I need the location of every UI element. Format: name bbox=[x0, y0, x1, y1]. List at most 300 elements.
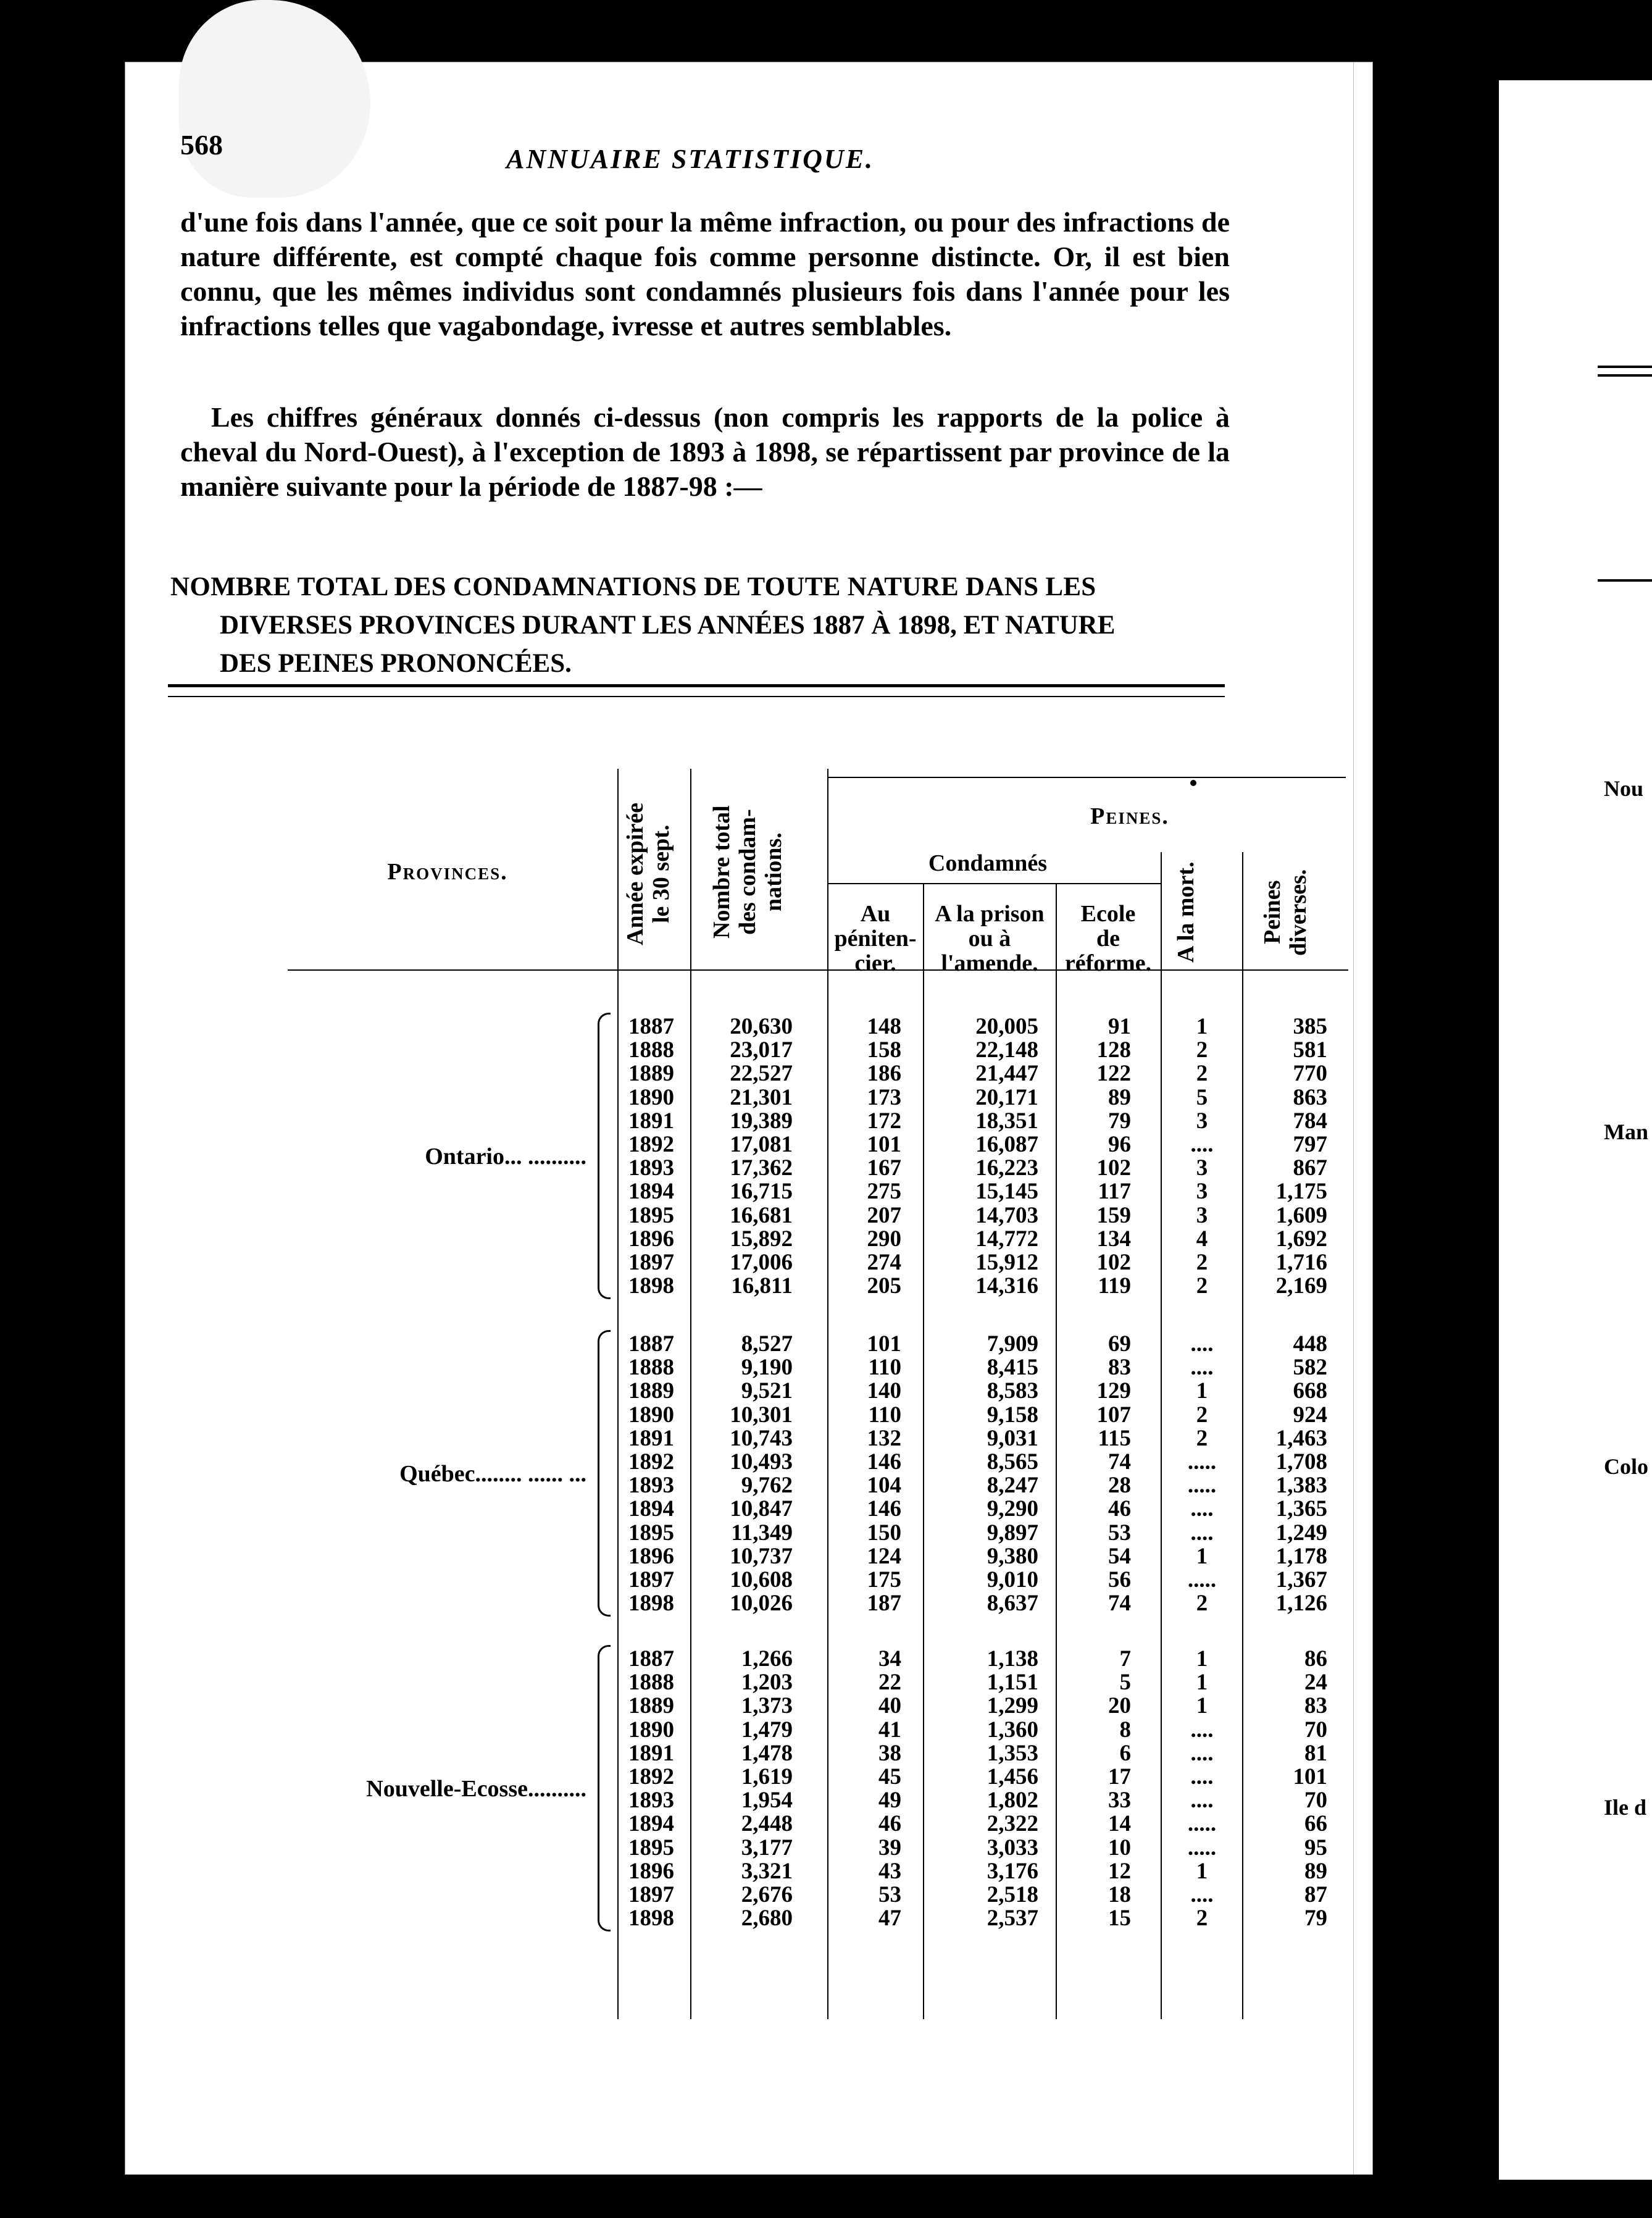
province-name: Ontario bbox=[425, 1144, 504, 1170]
prison-cell: 16,087 bbox=[975, 1131, 1038, 1157]
ecole-cell: 10 bbox=[1108, 1835, 1131, 1860]
total-cell: 10,743 bbox=[730, 1425, 793, 1451]
mort-column bbox=[1163, 1647, 1241, 1930]
prison-cell: 1,360 bbox=[987, 1717, 1038, 1743]
diverses-column bbox=[1245, 1015, 1327, 1298]
prison-header: A la prison ou à l'amende. bbox=[935, 901, 1045, 976]
year-cell: 1895 bbox=[628, 1520, 674, 1546]
year-cell: 1890 bbox=[628, 1084, 674, 1110]
ecole-cell: 74 bbox=[1108, 1449, 1131, 1475]
caption-line: NOMBRE TOTAL DES CONDAMNATIONS DE TOUTE NATURE DANS LES bbox=[170, 572, 1096, 601]
mort-column bbox=[1163, 1015, 1241, 1298]
mort-cell: 1 bbox=[1196, 1014, 1208, 1039]
penitencier-cell: 172 bbox=[867, 1108, 901, 1134]
diverses-cell: 66 bbox=[1304, 1811, 1327, 1837]
dot-leader: ........ ...... ... bbox=[475, 1461, 586, 1488]
provinces-header: Provinces. bbox=[387, 859, 508, 885]
prison-cell: 20,005 bbox=[975, 1014, 1038, 1039]
prison-cell: 21,447 bbox=[975, 1061, 1038, 1087]
province-brace bbox=[598, 1013, 611, 1299]
caption-line: DES PEINES PRONONCÉES. bbox=[220, 649, 572, 678]
prison-cell: 9,290 bbox=[987, 1496, 1038, 1522]
ecole-cell: 20 bbox=[1108, 1693, 1131, 1719]
penitencier-cell: 175 bbox=[867, 1567, 901, 1592]
adjacent-label: Man bbox=[1604, 1119, 1648, 1144]
prison-cell: 14,316 bbox=[975, 1273, 1038, 1299]
total-cell: 10,026 bbox=[730, 1591, 793, 1617]
adjacent-rule bbox=[1598, 579, 1652, 582]
diverses-cell: 1,383 bbox=[1275, 1473, 1327, 1499]
diverses-cell: 385 bbox=[1293, 1014, 1327, 1039]
diverses-column bbox=[1245, 1333, 1327, 1615]
total-cell: 2,676 bbox=[741, 1881, 793, 1907]
mort-cell: 1 bbox=[1196, 1693, 1208, 1719]
penitencier-cell: 150 bbox=[867, 1520, 901, 1546]
province-name: Nouvelle-Ecosse bbox=[366, 1776, 528, 1802]
mort-cell: .... bbox=[1190, 1496, 1214, 1522]
mort-cell: ..... bbox=[1187, 1473, 1217, 1499]
total-cell: 20,630 bbox=[730, 1014, 793, 1039]
year-cell: 1891 bbox=[628, 1425, 674, 1451]
year-cell: 1893 bbox=[628, 1473, 674, 1499]
ecole-cell: 12 bbox=[1108, 1858, 1131, 1884]
diverses-cell: 1,463 bbox=[1275, 1425, 1327, 1451]
total-cell: 23,017 bbox=[730, 1037, 793, 1063]
total-cell: 1,954 bbox=[741, 1788, 793, 1814]
diverses-header: Peines diverses. bbox=[1259, 869, 1311, 956]
mort-cell: 2 bbox=[1196, 1591, 1208, 1617]
prison-cell: 15,912 bbox=[975, 1249, 1038, 1275]
year-cell: 1888 bbox=[628, 1037, 674, 1063]
diverses-cell: 1,367 bbox=[1275, 1567, 1327, 1592]
total-header: Nombre total des condam- nations. bbox=[709, 805, 786, 939]
body-paragraph: d'une fois dans l'année, que ce soit pour la même infraction, ou pour des infractions de nature différente, est compté chaque fois comme personne distincte. Or, il est bien connu, que les mêmes individus sont condamnés plusieurs fois dans l'année pour les infractions telles que vagabondage, ivresse et autres semblables. bbox=[180, 206, 1230, 341]
penitencier-cell: 186 bbox=[867, 1061, 901, 1087]
province-label bbox=[399, 1460, 586, 1488]
year-header: Année expirée le 30 sept. bbox=[622, 802, 674, 945]
header-rule bbox=[827, 777, 1346, 778]
prison-column bbox=[926, 1647, 1038, 1930]
prison-cell: 20,171 bbox=[975, 1084, 1038, 1110]
diverses-cell: 83 bbox=[1304, 1693, 1327, 1719]
ecole-cell: 69 bbox=[1108, 1331, 1131, 1357]
mort-cell: .... bbox=[1190, 1331, 1214, 1357]
mort-cell: .... bbox=[1190, 1131, 1214, 1157]
prison-cell: 1,802 bbox=[987, 1788, 1038, 1814]
year-cell: 1896 bbox=[628, 1858, 674, 1884]
mort-cell: .... bbox=[1190, 1520, 1214, 1546]
mort-cell: .... bbox=[1190, 1881, 1214, 1907]
penitencier-header: Au péniten- cier. bbox=[834, 901, 917, 976]
year-cell: 1890 bbox=[628, 1402, 674, 1428]
province-label bbox=[425, 1143, 586, 1170]
year-cell: 1891 bbox=[628, 1740, 674, 1766]
penitencier-cell: 132 bbox=[867, 1425, 901, 1451]
prison-cell: 14,772 bbox=[975, 1226, 1038, 1252]
year-cell: 1888 bbox=[628, 1670, 674, 1696]
mort-cell: .... bbox=[1190, 1788, 1214, 1814]
total-cell: 1,478 bbox=[741, 1740, 793, 1766]
diverses-cell: 70 bbox=[1304, 1788, 1327, 1814]
year-cell: 1889 bbox=[628, 1061, 674, 1087]
total-cell: 16,681 bbox=[730, 1202, 793, 1228]
mort-cell: 2 bbox=[1196, 1425, 1208, 1451]
mort-cell: 3 bbox=[1196, 1202, 1208, 1228]
diverses-cell: 1,249 bbox=[1275, 1520, 1327, 1546]
total-cell: 1,203 bbox=[741, 1670, 793, 1696]
year-column bbox=[620, 1015, 682, 1298]
year-cell: 1893 bbox=[628, 1155, 674, 1181]
mort-cell: 3 bbox=[1196, 1179, 1208, 1205]
mort-cell: .... bbox=[1190, 1717, 1214, 1743]
ecole-cell: 91 bbox=[1108, 1014, 1131, 1039]
total-cell: 15,892 bbox=[730, 1226, 793, 1252]
year-cell: 1888 bbox=[628, 1355, 674, 1381]
diverses-cell: 784 bbox=[1293, 1108, 1327, 1134]
mort-cell: 5 bbox=[1196, 1084, 1208, 1110]
prison-cell: 8,637 bbox=[987, 1591, 1038, 1617]
total-cell: 3,177 bbox=[741, 1835, 793, 1860]
year-cell: 1887 bbox=[628, 1646, 674, 1672]
diverses-cell: 924 bbox=[1293, 1402, 1327, 1428]
ecole-cell: 8 bbox=[1119, 1717, 1131, 1743]
table-caption bbox=[170, 568, 1238, 683]
total-cell: 17,006 bbox=[730, 1249, 793, 1275]
ink-speck bbox=[1190, 780, 1196, 786]
ecole-cell: 5 bbox=[1119, 1670, 1131, 1696]
ecole-cell: 102 bbox=[1096, 1249, 1131, 1275]
diverses-cell: 448 bbox=[1293, 1331, 1327, 1357]
total-cell: 8,527 bbox=[741, 1331, 793, 1357]
adjacent-rule bbox=[1598, 366, 1652, 368]
prison-cell: 9,380 bbox=[987, 1543, 1038, 1569]
diverses-cell: 1,178 bbox=[1275, 1543, 1327, 1569]
ecole-cell: 83 bbox=[1108, 1355, 1131, 1381]
year-cell: 1891 bbox=[628, 1108, 674, 1134]
penitencier-cell: 101 bbox=[867, 1331, 901, 1357]
prison-cell: 1,353 bbox=[987, 1740, 1038, 1766]
penitencier-column bbox=[830, 1015, 901, 1298]
year-cell: 1897 bbox=[628, 1881, 674, 1907]
penitencier-cell: 146 bbox=[867, 1449, 901, 1475]
total-cell: 2,448 bbox=[741, 1811, 793, 1837]
mort-cell: 4 bbox=[1196, 1226, 1208, 1252]
header-rule bbox=[827, 883, 1161, 884]
ecole-cell: 14 bbox=[1108, 1811, 1131, 1837]
penitencier-cell: 207 bbox=[867, 1202, 901, 1228]
diverses-cell: 70 bbox=[1304, 1717, 1327, 1743]
year-column bbox=[620, 1647, 682, 1930]
year-cell: 1892 bbox=[628, 1764, 674, 1789]
total-column bbox=[693, 1647, 793, 1930]
total-cell: 22,527 bbox=[730, 1061, 793, 1087]
mort-cell: ..... bbox=[1187, 1835, 1217, 1860]
prison-cell: 2,537 bbox=[987, 1906, 1038, 1931]
total-cell: 16,715 bbox=[730, 1179, 793, 1205]
diverses-cell: 86 bbox=[1304, 1646, 1327, 1672]
penitencier-cell: 22 bbox=[878, 1670, 901, 1696]
mort-cell: ..... bbox=[1187, 1811, 1217, 1837]
total-cell: 1,619 bbox=[741, 1764, 793, 1789]
adjacent-rule bbox=[1598, 374, 1652, 377]
diverses-cell: 668 bbox=[1293, 1378, 1327, 1404]
province-label bbox=[366, 1775, 586, 1802]
penitencier-column bbox=[830, 1333, 901, 1615]
penitencier-cell: 146 bbox=[867, 1496, 901, 1522]
year-cell: 1892 bbox=[628, 1131, 674, 1157]
page-stain bbox=[179, 0, 370, 198]
province-name: Québec bbox=[399, 1461, 475, 1488]
column-rule bbox=[617, 769, 619, 2019]
total-column bbox=[693, 1015, 793, 1298]
prison-cell: 1,299 bbox=[987, 1693, 1038, 1719]
penitencier-cell: 45 bbox=[878, 1764, 901, 1789]
year-cell: 1896 bbox=[628, 1543, 674, 1569]
page-number: 568 bbox=[180, 129, 223, 161]
prison-cell: 2,518 bbox=[987, 1881, 1038, 1907]
total-cell: 10,737 bbox=[730, 1543, 793, 1569]
year-cell: 1897 bbox=[628, 1567, 674, 1592]
ecole-cell: 128 bbox=[1096, 1037, 1131, 1063]
penitencier-cell: 110 bbox=[868, 1355, 901, 1381]
column-rule bbox=[923, 884, 924, 2019]
total-cell: 10,301 bbox=[730, 1402, 793, 1428]
adjacent-label: Nou bbox=[1604, 776, 1644, 801]
penitencier-cell: 46 bbox=[878, 1811, 901, 1837]
diverses-cell: 797 bbox=[1293, 1131, 1327, 1157]
mort-cell: 3 bbox=[1196, 1108, 1208, 1134]
ecole-cell: 54 bbox=[1108, 1543, 1131, 1569]
year-cell: 1887 bbox=[628, 1331, 674, 1357]
penitencier-cell: 274 bbox=[867, 1249, 901, 1275]
mort-cell: .... bbox=[1190, 1740, 1214, 1766]
total-cell: 17,081 bbox=[730, 1131, 793, 1157]
mort-cell: 2 bbox=[1196, 1273, 1208, 1299]
year-cell: 1894 bbox=[628, 1496, 674, 1522]
total-cell: 17,362 bbox=[730, 1155, 793, 1181]
ecole-cell: 134 bbox=[1096, 1226, 1131, 1252]
diverses-cell: 95 bbox=[1304, 1835, 1327, 1860]
ecole-cell: 46 bbox=[1108, 1496, 1131, 1522]
prison-cell: 8,415 bbox=[987, 1355, 1038, 1381]
diverses-cell: 87 bbox=[1304, 1881, 1327, 1907]
mort-cell: 2 bbox=[1196, 1402, 1208, 1428]
ecole-cell: 107 bbox=[1096, 1402, 1131, 1428]
year-cell: 1895 bbox=[628, 1202, 674, 1228]
ecole-cell: 17 bbox=[1108, 1764, 1131, 1789]
year-cell: 1889 bbox=[628, 1378, 674, 1404]
running-title: ANNUAIRE STATISTIQUE. bbox=[506, 144, 875, 174]
total-cell: 1,373 bbox=[741, 1693, 793, 1719]
ecole-cell: 53 bbox=[1108, 1520, 1131, 1546]
mort-cell: 1 bbox=[1196, 1378, 1208, 1404]
dot-leader: ... .......... bbox=[504, 1144, 586, 1170]
diverses-cell: 89 bbox=[1304, 1858, 1327, 1884]
penitencier-cell: 101 bbox=[867, 1131, 901, 1157]
province-brace bbox=[598, 1330, 611, 1617]
total-cell: 1,479 bbox=[741, 1717, 793, 1743]
prison-cell: 1,138 bbox=[987, 1646, 1038, 1672]
penitencier-cell: 53 bbox=[878, 1881, 901, 1907]
year-column bbox=[620, 1333, 682, 1615]
ecole-column bbox=[1058, 1333, 1131, 1615]
ecole-cell: 74 bbox=[1108, 1591, 1131, 1617]
ecole-cell: 15 bbox=[1108, 1906, 1131, 1931]
year-cell: 1890 bbox=[628, 1717, 674, 1743]
total-cell: 21,301 bbox=[730, 1084, 793, 1110]
ecole-header: Ecole de réforme. bbox=[1064, 901, 1152, 976]
ecole-cell: 79 bbox=[1108, 1108, 1131, 1134]
mort-cell: ..... bbox=[1187, 1567, 1217, 1592]
penitencier-cell: 34 bbox=[878, 1646, 901, 1672]
year-cell: 1894 bbox=[628, 1179, 674, 1205]
total-cell: 1,266 bbox=[741, 1646, 793, 1672]
diverses-cell: 1,126 bbox=[1275, 1591, 1327, 1617]
prison-column bbox=[926, 1015, 1038, 1298]
prison-cell: 3,176 bbox=[987, 1858, 1038, 1884]
diverses-cell: 1,716 bbox=[1275, 1249, 1327, 1275]
prison-cell: 2,322 bbox=[987, 1811, 1038, 1837]
ecole-cell: 119 bbox=[1098, 1273, 1131, 1299]
mort-cell: .... bbox=[1190, 1355, 1214, 1381]
penitencier-cell: 104 bbox=[867, 1473, 901, 1499]
dot-leader: .......... bbox=[528, 1776, 586, 1802]
diverses-cell: 582 bbox=[1293, 1355, 1327, 1381]
caption-line: DIVERSES PROVINCES DURANT LES ANNÉES 1887 À 1898, ET NATURE bbox=[220, 611, 1116, 640]
penitencier-cell: 173 bbox=[867, 1084, 901, 1110]
prison-cell: 1,151 bbox=[987, 1670, 1038, 1696]
total-cell: 2,680 bbox=[741, 1906, 793, 1931]
ecole-cell: 18 bbox=[1108, 1881, 1131, 1907]
ecole-cell: 6 bbox=[1119, 1740, 1131, 1766]
year-cell: 1893 bbox=[628, 1788, 674, 1814]
total-cell: 10,608 bbox=[730, 1567, 793, 1592]
diverses-cell: 1,175 bbox=[1275, 1179, 1327, 1205]
penitencier-cell: 275 bbox=[867, 1179, 901, 1205]
prison-cell: 8,565 bbox=[987, 1449, 1038, 1475]
diverses-cell: 581 bbox=[1293, 1037, 1327, 1063]
body-paragraph: Les chiffres généraux donnés ci-dessus (non compris les rapports de la police à cheval du Nord-Ouest), à l'exception de 1893 à 1898, se répartissent par province de la manière suivante pour la période de 1887-98 :— bbox=[180, 401, 1230, 502]
prison-cell: 1,456 bbox=[987, 1764, 1038, 1789]
mort-cell: ..... bbox=[1187, 1449, 1217, 1475]
diverses-cell: 79 bbox=[1304, 1906, 1327, 1931]
adjacent-label: Ile d bbox=[1604, 1795, 1647, 1820]
ecole-cell: 7 bbox=[1119, 1646, 1131, 1672]
total-cell: 9,762 bbox=[741, 1473, 793, 1499]
year-cell: 1889 bbox=[628, 1693, 674, 1719]
ecole-column bbox=[1058, 1647, 1131, 1930]
header-bottom-rule bbox=[288, 969, 1348, 971]
diverses-cell: 1,365 bbox=[1275, 1496, 1327, 1522]
penitencier-cell: 110 bbox=[868, 1402, 901, 1428]
total-cell: 10,493 bbox=[730, 1449, 793, 1475]
year-cell: 1892 bbox=[628, 1449, 674, 1475]
total-column bbox=[693, 1333, 793, 1615]
mort-cell: 3 bbox=[1196, 1155, 1208, 1181]
column-rule bbox=[1056, 884, 1057, 2019]
year-cell: 1897 bbox=[628, 1249, 674, 1275]
diverses-cell: 2,169 bbox=[1275, 1273, 1327, 1299]
prison-cell: 8,247 bbox=[987, 1473, 1038, 1499]
column-rule bbox=[1161, 852, 1162, 2019]
penitencier-cell: 187 bbox=[867, 1591, 901, 1617]
prison-cell: 9,158 bbox=[987, 1402, 1038, 1428]
prison-cell: 9,031 bbox=[987, 1425, 1038, 1451]
penitencier-cell: 148 bbox=[867, 1014, 901, 1039]
page-edge bbox=[1353, 62, 1354, 2174]
total-cell: 19,389 bbox=[730, 1108, 793, 1134]
diverses-cell: 867 bbox=[1293, 1155, 1327, 1181]
prison-cell: 22,148 bbox=[975, 1037, 1038, 1063]
total-cell: 9,521 bbox=[741, 1378, 793, 1404]
prison-cell: 14,703 bbox=[975, 1202, 1038, 1228]
total-cell: 9,190 bbox=[741, 1355, 793, 1381]
year-cell: 1895 bbox=[628, 1835, 674, 1860]
ecole-cell: 117 bbox=[1098, 1179, 1131, 1205]
column-rule bbox=[1242, 852, 1243, 2019]
prison-cell: 3,033 bbox=[987, 1835, 1038, 1860]
penitencier-cell: 158 bbox=[867, 1037, 901, 1063]
diverses-cell: 81 bbox=[1304, 1740, 1327, 1766]
diverses-cell: 101 bbox=[1293, 1764, 1327, 1789]
column-rule bbox=[690, 769, 691, 2019]
mort-cell: 2 bbox=[1196, 1906, 1208, 1931]
penitencier-cell: 43 bbox=[878, 1858, 901, 1884]
mort-cell: 2 bbox=[1196, 1037, 1208, 1063]
prison-cell: 8,583 bbox=[987, 1378, 1038, 1404]
mort-cell: 1 bbox=[1196, 1670, 1208, 1696]
penitencier-cell: 40 bbox=[878, 1693, 901, 1719]
diverses-cell: 1,692 bbox=[1275, 1226, 1327, 1252]
diverses-cell: 1,708 bbox=[1275, 1449, 1327, 1475]
penitencier-cell: 290 bbox=[867, 1226, 901, 1252]
penitencier-cell: 49 bbox=[878, 1788, 901, 1814]
total-cell: 10,847 bbox=[730, 1496, 793, 1522]
adjacent-page-fragment bbox=[1499, 80, 1652, 2180]
peines-header: Peines. bbox=[1090, 803, 1169, 829]
ecole-cell: 89 bbox=[1108, 1084, 1131, 1110]
year-cell: 1896 bbox=[628, 1226, 674, 1252]
diverses-cell: 863 bbox=[1293, 1084, 1327, 1110]
ecole-cell: 129 bbox=[1096, 1378, 1131, 1404]
penitencier-cell: 140 bbox=[867, 1378, 901, 1404]
mort-cell: 1 bbox=[1196, 1646, 1208, 1672]
year-cell: 1898 bbox=[628, 1273, 674, 1299]
prison-column bbox=[926, 1333, 1038, 1615]
table-top-rule bbox=[168, 684, 1225, 687]
prison-cell: 18,351 bbox=[975, 1108, 1038, 1134]
prison-cell: 9,897 bbox=[987, 1520, 1038, 1546]
penitencier-column bbox=[830, 1647, 901, 1930]
diverses-column bbox=[1245, 1647, 1327, 1930]
ecole-cell: 28 bbox=[1108, 1473, 1131, 1499]
mort-cell: 1 bbox=[1196, 1543, 1208, 1569]
diverses-cell: 770 bbox=[1293, 1061, 1327, 1087]
condamnes-header: Condamnés bbox=[928, 850, 1048, 876]
penitencier-cell: 124 bbox=[867, 1543, 901, 1569]
total-cell: 11,349 bbox=[731, 1520, 793, 1546]
penitencier-cell: 39 bbox=[878, 1835, 901, 1860]
year-cell: 1898 bbox=[628, 1906, 674, 1931]
penitencier-cell: 38 bbox=[878, 1740, 901, 1766]
total-cell: 3,321 bbox=[741, 1858, 793, 1884]
province-brace bbox=[598, 1645, 611, 1931]
mort-cell: 2 bbox=[1196, 1061, 1208, 1087]
ecole-cell: 122 bbox=[1096, 1061, 1131, 1087]
ecole-cell: 56 bbox=[1108, 1567, 1131, 1592]
penitencier-cell: 205 bbox=[867, 1273, 901, 1299]
ecole-cell: 33 bbox=[1108, 1788, 1131, 1814]
